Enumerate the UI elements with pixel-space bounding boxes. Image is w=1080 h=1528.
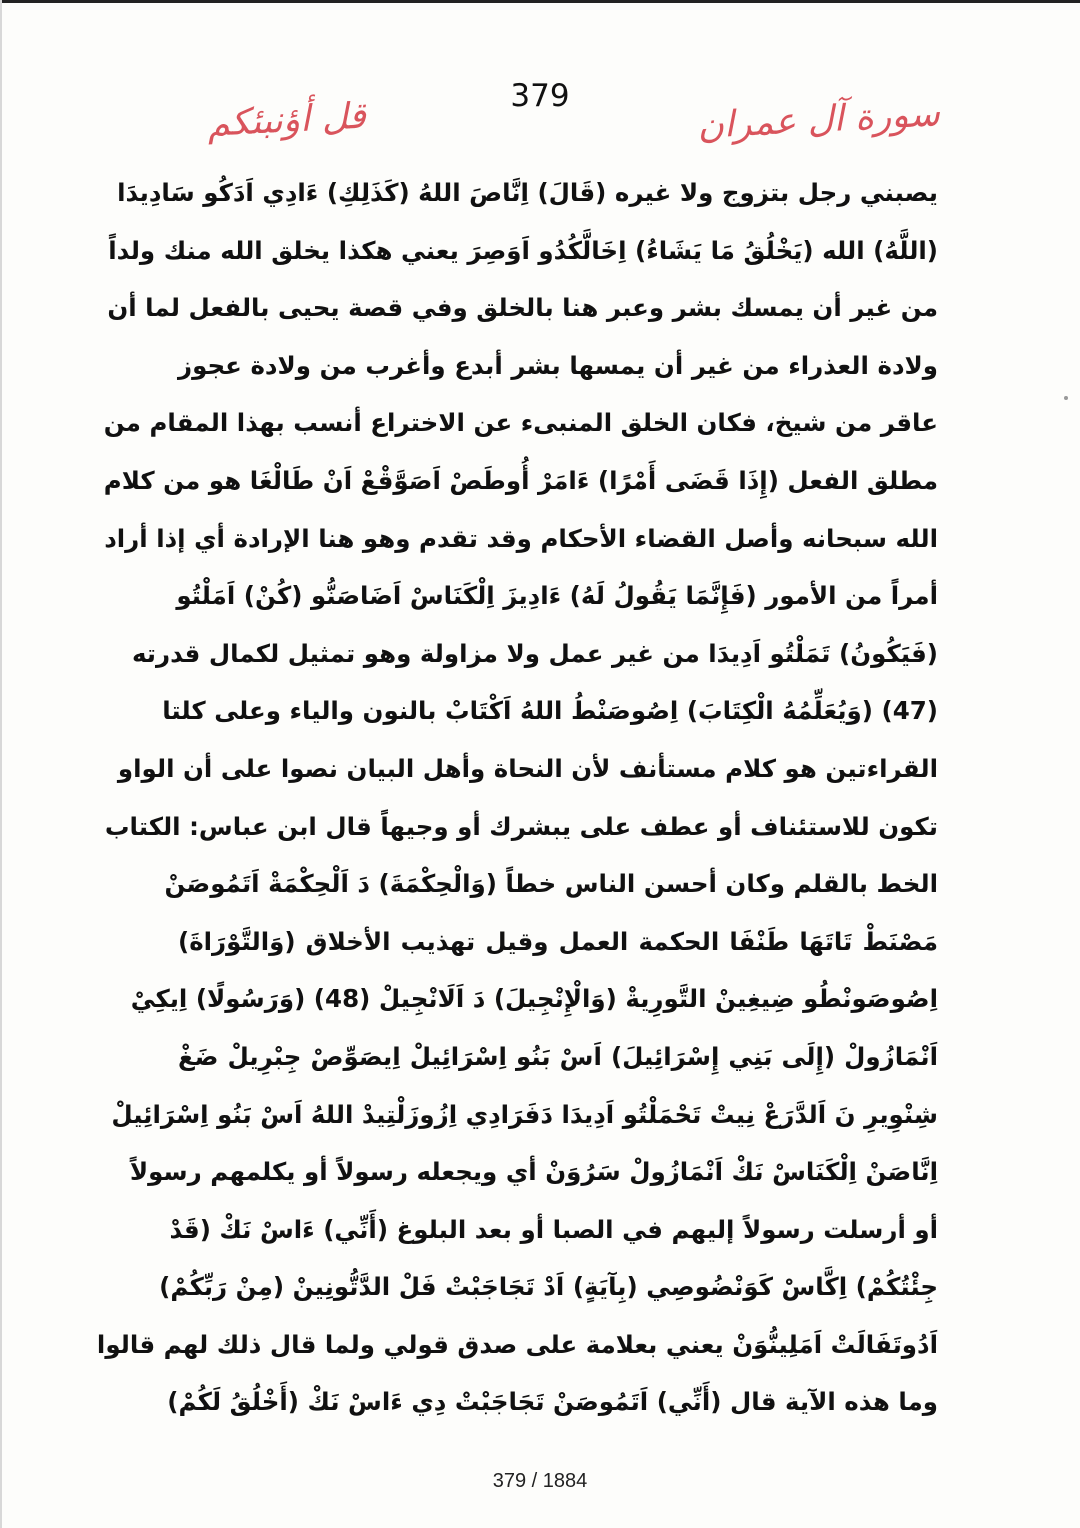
text-line: شِنْوِيرِ نَ اَلدَّرَعْ نِيتْ تَحْمَلْتُو اَدِيدَا دَفَرَادِي اِزُوزَلْتِيدْ اللهُ اَسْ بَنُو اِسْرَائِيلْ bbox=[111, 1099, 938, 1129]
text-line: جِئْتُكُمْ) اِكَّاسْ كَوَنْضُوصِي (بِآيَةٍ) اَدْ تَجَاجَبْتْ فَلْ الدَّتُّونِينْ (مِنْ رَبِّكُمْ) bbox=[159, 1272, 938, 1302]
text-line: (47) (وَيُعَلِّمُهُ الْكِتَابَ) اِصُوصَنْطُ اللهُ اَكْتَابْ بالنون والياء وعلى كلتا bbox=[162, 696, 938, 726]
text-line: اَنْمَازُولْ (إِلَى بَنِي إِسْرَائِيلَ) اَسْ بَنُو اِسْرَائِيلْ اِيصَوِّصْ جِبْرِيلْ ضَغْ bbox=[178, 1041, 938, 1071]
text-line: عاقر من شيخ، فكان الخلق المنبىء عن الاختراع أنسب بهذا المقام من bbox=[103, 408, 938, 438]
text-line: أو أرسلت رسولاً إليهم في الصبا أو بعد البلوغ (أَنِّي) ءَاسْ نَكْ (قَدْ bbox=[169, 1214, 938, 1244]
text-line: الله سبحانه وأصل القضاء الأحكام وقد تقدم وهو هنا الإرادة أي إذا أراد bbox=[104, 523, 938, 553]
text-line: وما هذه الآية قال (أَنِّي) اَتَمُوصَنْ تَجَاجَبْتْ دِي ءَاسْ نَكْ (أَخْلُقُ لَكُمْ) bbox=[167, 1387, 938, 1417]
text-line: (فَيَكُونُ) تَمَلْتُو اَدِيدَا من غير عمل ولا مزاولة وهو تمثيل لكمال قدرته bbox=[131, 638, 938, 668]
text-line: (اللَّهُ) الله (يَخْلُقُ مَا يَشَاءُ) اِخَالَّكُدُو اَوَصِرَ يعني هكذا يخلق الله منك ولداً bbox=[108, 235, 938, 265]
handwritten-verse-note: قل أؤنبئكم bbox=[206, 95, 367, 145]
text-line: اِصُوصَونْطُو ضِيغِينْ التَّورِيةْ (وَالْإِنْجِيلَ) دَ اَلَانْجِيلْ (48) (وَرَسُولًا) اِيكِيْ bbox=[130, 984, 938, 1014]
text-line: القراءتين هو كلام مستأنف لأن النحاة وأهل البيان نصوا على أن الواو bbox=[117, 753, 938, 783]
text-line: من غير أن يمسك بشر وعبر هنا بالخلق وفي قصة يحيى بالفعل لما أن bbox=[107, 293, 938, 323]
scan-left-edge bbox=[0, 0, 2, 1528]
text-line: الخط بالقلم وكان أحسن الناس خطاً (وَالْحِكْمَةَ) دَ اَلْحِكْمَةْ اَتَمُوصَنْ bbox=[164, 869, 938, 899]
text-line: تكون للاستئناف أو عطف على يبشرك أو وجيهاً قال ابن عباس: الكتاب bbox=[104, 811, 938, 841]
text-line: اِنَّاصَنْ اِلْكَنَاسْ نَكْ اَنْمَازُولْ سَرُوَنْ أي ويجعله رسولاً أو يكلمهم رسولاً bbox=[129, 1157, 938, 1187]
text-line: اَدُوتَفَالَتْ اَمَلِينُّوَنْ يعني بعلامة على صدق قولي ولما قال ذلك لهم قالوا bbox=[96, 1329, 938, 1359]
scan-top-edge bbox=[0, 0, 1080, 3]
text-line: يصبني رجل بتزوج ولا غيره (قَالَ) اِنَّاصَ اللهُ (كَذَلِكِ) ءَادِي اَدَكُو سَادِيدَا bbox=[117, 178, 938, 207]
text-line: مَصْنَطْ تَاتَهَا طَنْفَا الحكمة العمل وقيل تهذيب الأخلاق (وَالتَّوْرَاةَ) bbox=[178, 926, 938, 956]
text-line: أمراً من الأمور (فَإِنَّمَا يَقُولُ لَهُ) ءَادِيزَ اِلْكَنَاسْ اَضَاصَنُّو (كُنْ) اَمَلْتُو bbox=[176, 581, 938, 611]
page-footer: 379 / 1884 bbox=[492, 1470, 588, 1492]
scan-speck bbox=[1064, 396, 1068, 400]
page-number: 379 bbox=[510, 78, 570, 114]
handwritten-surah-note: سورة آل عمران bbox=[696, 93, 941, 147]
text-line: ولادة العذراء من غير أن يمسها بشر أبدع وأغرب من ولادة عجوز bbox=[178, 350, 938, 380]
body-text bbox=[96, 164, 938, 1431]
text-line: مطلق الفعل (إِذَا قَضَى أَمْرًا) ءَامَرْ أُوطَصْ اَصَوَّقْعْ اَنْ طَالْغَا هو من كلام bbox=[103, 465, 938, 495]
